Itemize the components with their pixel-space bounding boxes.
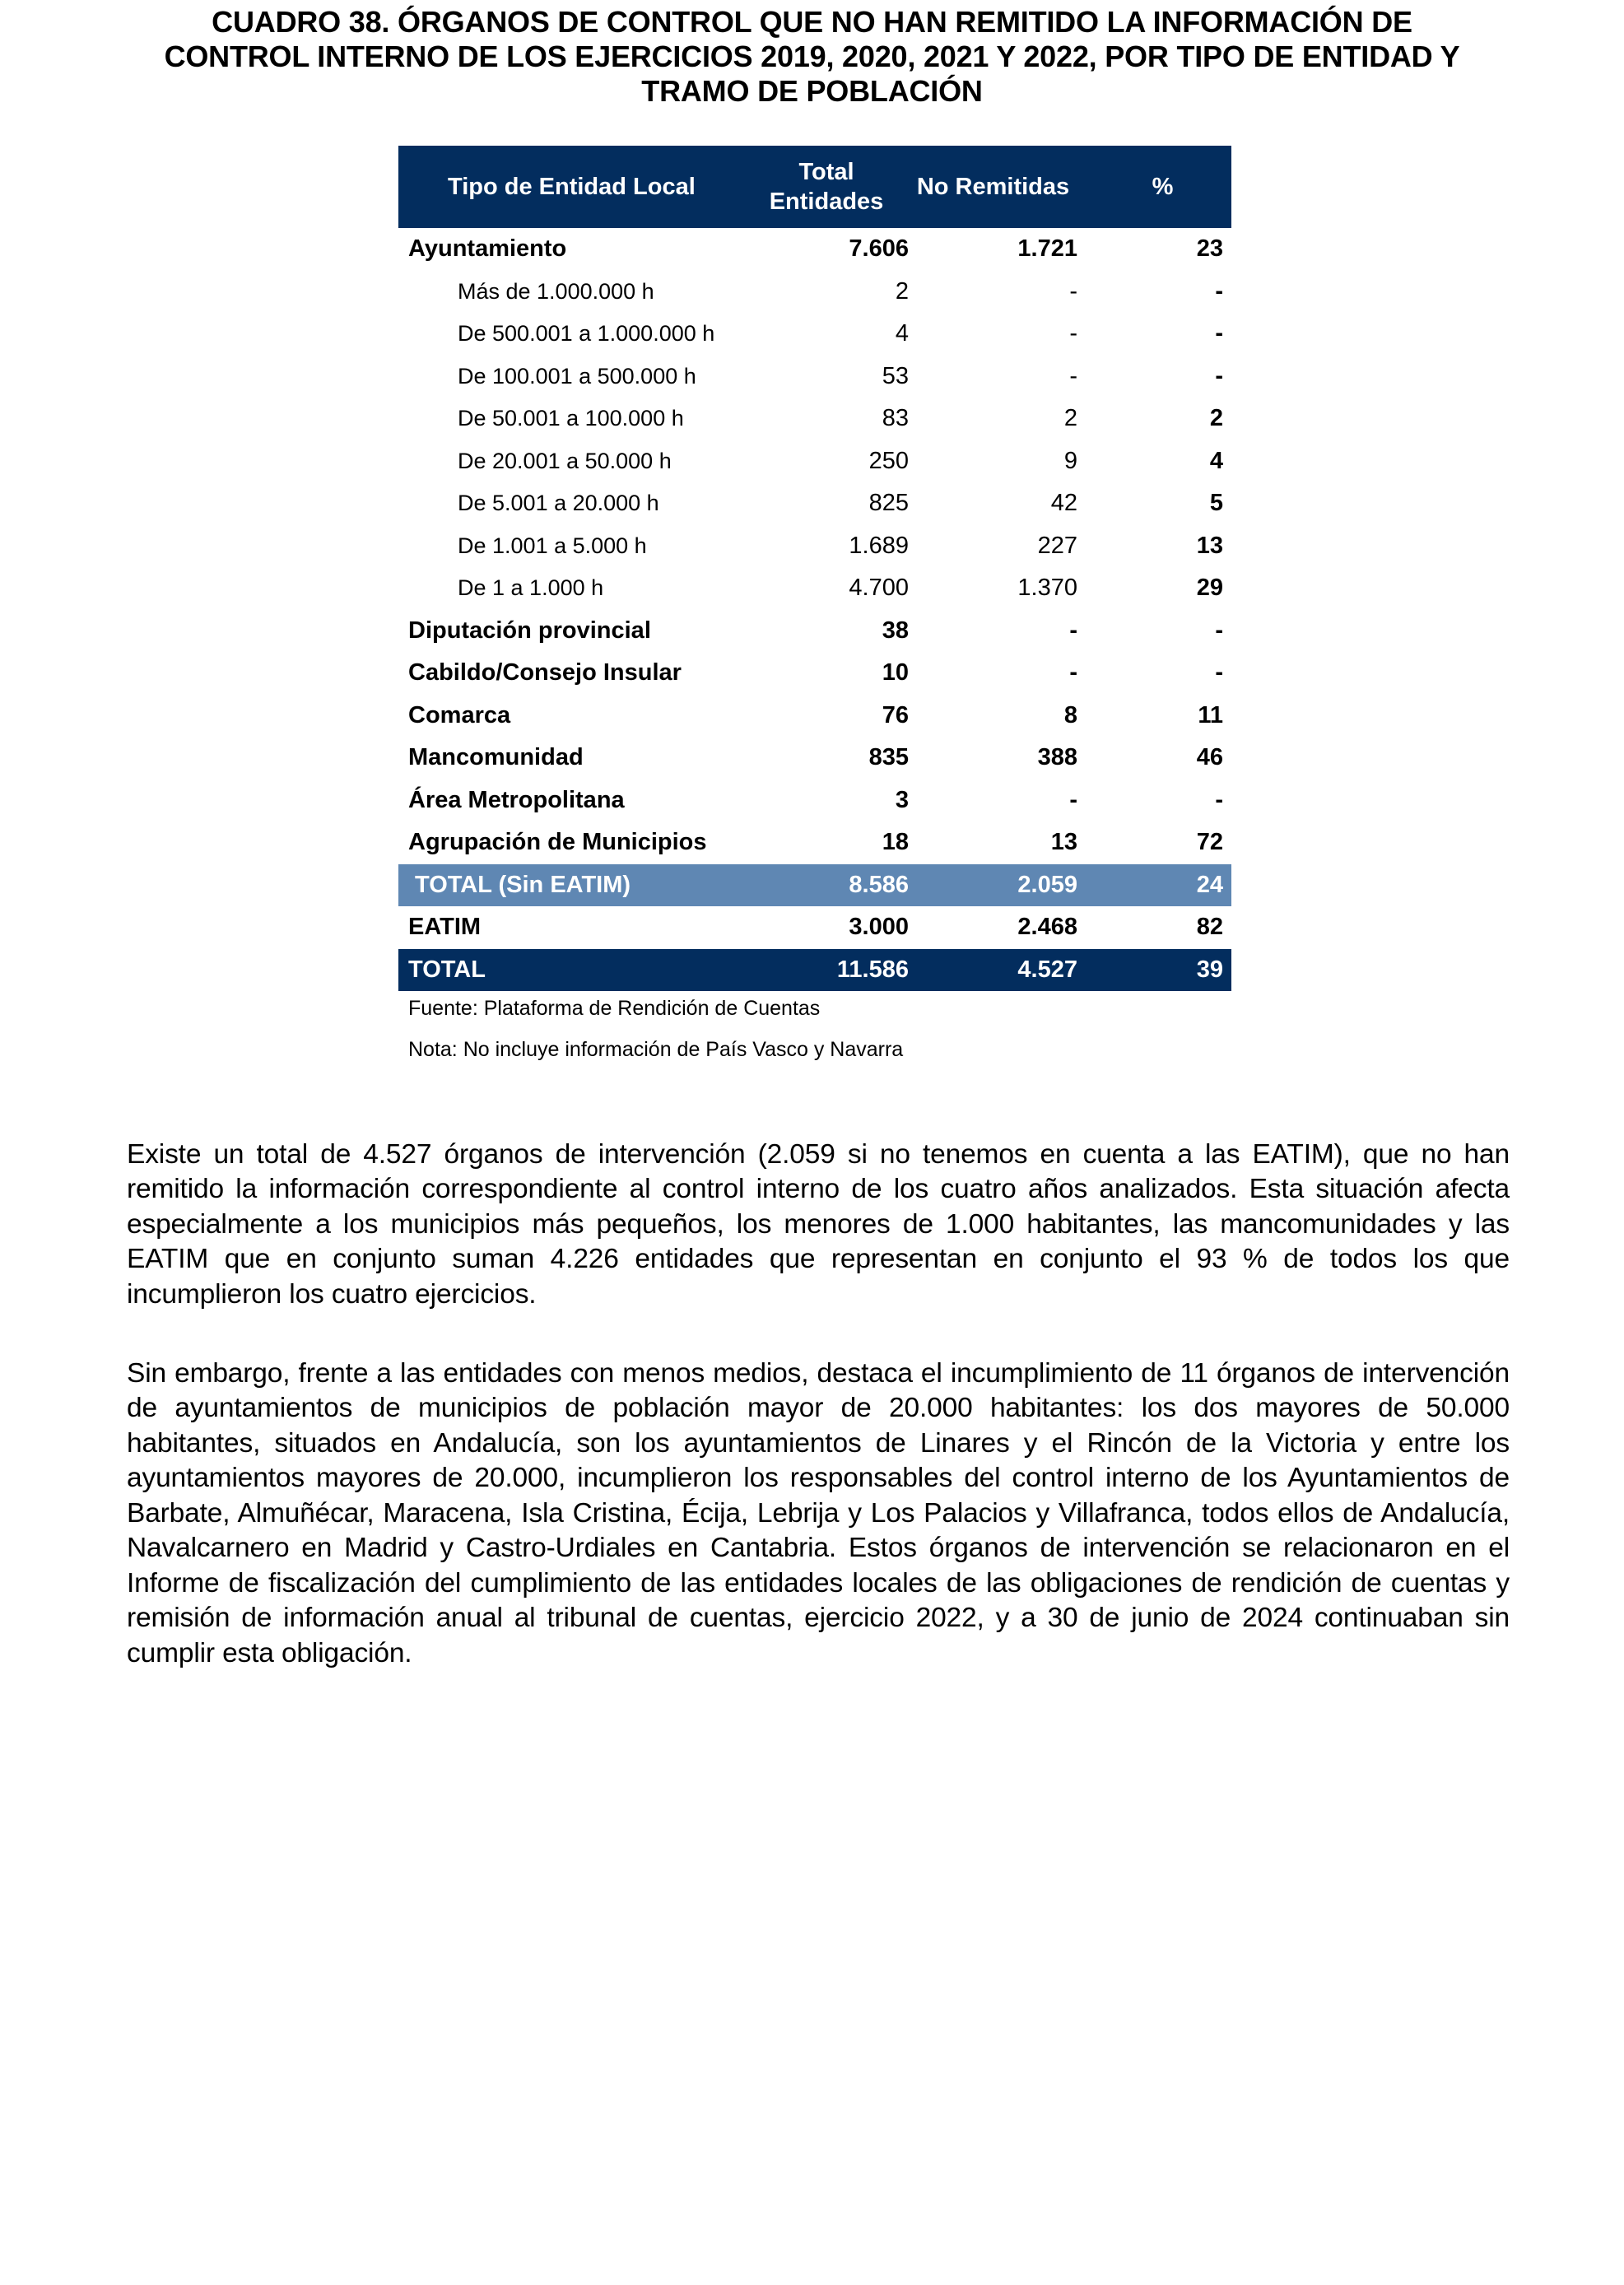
row-percent: 46 xyxy=(1196,744,1223,771)
row-label: De 500.001 a 1.000.000 h xyxy=(458,321,715,347)
table-title xyxy=(115,5,1509,109)
row-label: Mancomunidad xyxy=(408,744,584,771)
title-line: CUADRO 38. ÓRGANOS DE CONTROL QUE NO HAN REMITIDO LA INFORMACIÓN DE xyxy=(212,5,1412,39)
row-total-entidades: 835 xyxy=(868,744,909,771)
row-label: Más de 1.000.000 h xyxy=(458,278,654,304)
row-label: TOTAL (Sin EATIM) xyxy=(415,871,631,898)
row-label: Área Metropolitana xyxy=(408,786,625,813)
table-row xyxy=(398,440,1231,483)
row-no-remitidas: 9 xyxy=(1063,447,1077,474)
row-percent: 5 xyxy=(1209,490,1223,517)
row-total-entidades: 2 xyxy=(895,277,909,305)
row-percent: 23 xyxy=(1196,235,1223,263)
row-total-entidades: 825 xyxy=(868,490,909,517)
table-notes xyxy=(408,988,903,1070)
row-label: De 5.001 a 20.000 h xyxy=(458,491,659,516)
row-label: De 1 a 1.000 h xyxy=(458,575,604,601)
title-line: TRAMO DE POBLACIÓN xyxy=(641,74,983,108)
row-percent: 2 xyxy=(1209,405,1223,432)
row-no-remitidas: - xyxy=(1069,277,1077,305)
row-percent: - xyxy=(1215,786,1223,813)
row-percent: 29 xyxy=(1196,575,1223,602)
row-label: Comarca xyxy=(408,701,511,728)
row-no-remitidas: 4.527 xyxy=(1017,956,1077,983)
row-label: Diputación provincial xyxy=(408,617,651,644)
table-row xyxy=(398,780,1231,822)
table-row xyxy=(398,271,1231,314)
title-line: CONTROL INTERNO DE LOS EJERCICIOS 2019, 2020, 2021 Y 2022, POR TIPO DE ENTIDAD Y xyxy=(164,40,1460,73)
row-percent: 4 xyxy=(1209,447,1223,474)
row-total-entidades: 3.000 xyxy=(849,914,909,941)
header-total-entidades xyxy=(744,146,909,228)
header-total-line1: Total xyxy=(798,159,854,185)
row-percent: - xyxy=(1215,362,1223,389)
header-no-remitidas: No Remitidas xyxy=(916,174,1070,200)
row-label: Agrupación de Municipios xyxy=(408,829,707,856)
row-total-entidades: 4 xyxy=(895,320,909,347)
row-no-remitidas: - xyxy=(1069,659,1077,686)
table-row xyxy=(398,906,1231,949)
row-total-entidades: 4.700 xyxy=(849,575,909,602)
row-no-remitidas: - xyxy=(1069,320,1077,347)
row-percent: - xyxy=(1215,617,1223,644)
paragraph-summary: Existe un total de 4.527 órganos de intervención (2.059 si no tenemos en cuenta a las EATIM), que no han remitido la información correspondiente al control interno de los cuatro años analizados. Esta situación afecta especialmente a los municipios más pequeños, los menores de 1.000 habitantes, las mancomunidades y las EATIM que en conjunto suman 4.226 entidades que representan en conjunto el 93 % de todos los que incumplieron los cuatro ejercicios. xyxy=(127,1138,1510,1310)
row-no-remitidas: 227 xyxy=(1037,532,1077,559)
row-percent: 72 xyxy=(1196,829,1223,856)
row-total-entidades: 38 xyxy=(882,617,909,644)
row-no-remitidas: 1.370 xyxy=(1017,575,1077,602)
table-body xyxy=(398,228,1231,991)
header-tipo-entidad: Tipo de Entidad Local xyxy=(448,174,696,200)
row-percent: 82 xyxy=(1196,914,1223,941)
row-percent: 24 xyxy=(1196,871,1223,898)
table-row xyxy=(398,525,1231,568)
exclusion-note: Nota: No incluye información de País Vasco y Navarra xyxy=(408,1038,904,1061)
table-header-row xyxy=(398,146,1231,228)
paragraph-large-municipalities: Sin embargo, frente a las entidades con menos medios, destaca el incumplimiento de 11 órganos de intervención de ayuntamientos de municipios de población mayor de 20.000 habitantes: los dos mayores de 50.000 habitantes, situados en Andalucía, son los ayuntamientos de Linares y el Rincón de la Victoria y entre los ayuntamientos mayores de 20.000, incumplieron los responsables del control interno de los Ayuntamientos de Barbate, Almuñécar, Maracena, Isla Cristina, Écija, Lebrija y Los Palacios y Villafranca, todos ellos de Andalucía, Navalcarnero en Madrid y Castro-Urdiales en Cantabria. Estos órganos de intervención se relacionaron en el Informe de fiscalización del cumplimiento de las entidades locales de las obligaciones de rendición de cuentas y remisión de información anual al tribunal de cuentas, ejercicio 2022, y a 30 de junio de 2024 continuaban sin cumplir esta obligación. xyxy=(127,1357,1510,1668)
row-total-entidades: 7.606 xyxy=(849,235,909,263)
row-no-remitidas: - xyxy=(1069,617,1077,644)
table-row xyxy=(398,695,1231,738)
row-percent: 39 xyxy=(1196,956,1223,983)
row-no-remitidas: 13 xyxy=(1050,829,1077,856)
row-no-remitidas: 42 xyxy=(1050,490,1077,517)
row-total-entidades: 1.689 xyxy=(849,532,909,559)
row-label: TOTAL xyxy=(408,956,486,983)
table-row xyxy=(398,313,1231,356)
row-percent: - xyxy=(1215,277,1223,305)
row-percent: 13 xyxy=(1196,532,1223,559)
row-no-remitidas: - xyxy=(1069,786,1077,813)
entities-table xyxy=(398,146,1231,991)
table-row xyxy=(398,821,1231,864)
row-no-remitidas: 388 xyxy=(1037,744,1077,771)
row-total-entidades: 83 xyxy=(882,405,909,432)
row-percent: - xyxy=(1215,659,1223,686)
header-total-line2: Entidades xyxy=(769,188,884,215)
row-percent: 11 xyxy=(1198,701,1223,728)
table-row xyxy=(398,567,1231,610)
row-label: De 50.001 a 100.000 h xyxy=(458,406,684,431)
source-note: Fuente: Plataforma de Rendición de Cuentas xyxy=(408,997,821,1020)
table-row xyxy=(398,228,1231,271)
table-row xyxy=(398,737,1231,780)
row-label: Ayuntamiento xyxy=(408,235,567,263)
row-label: De 100.001 a 500.000 h xyxy=(458,363,696,389)
row-label: De 20.001 a 50.000 h xyxy=(458,448,672,473)
row-total-entidades: 76 xyxy=(882,701,909,728)
row-total-entidades: 18 xyxy=(882,829,909,856)
table-row xyxy=(398,482,1231,525)
table-row xyxy=(398,356,1231,398)
total-row xyxy=(398,949,1231,992)
table-row xyxy=(398,398,1231,440)
table-row xyxy=(398,610,1231,653)
row-total-entidades: 250 xyxy=(868,447,909,474)
row-no-remitidas: - xyxy=(1069,362,1077,389)
row-label: De 1.001 a 5.000 h xyxy=(458,533,647,558)
entities-table-container xyxy=(398,146,1231,991)
row-total-entidades: 8.586 xyxy=(849,871,909,898)
row-no-remitidas: 2.468 xyxy=(1017,914,1077,941)
row-label: EATIM xyxy=(408,914,482,941)
row-label: Cabildo/Consejo Insular xyxy=(408,659,682,686)
row-total-entidades: 3 xyxy=(895,786,909,813)
row-total-entidades: 53 xyxy=(882,362,909,389)
row-total-entidades: 10 xyxy=(882,659,909,686)
row-total-entidades: 11.586 xyxy=(836,956,909,983)
row-no-remitidas: 1.721 xyxy=(1017,235,1077,263)
subtotal-row xyxy=(398,864,1231,907)
row-no-remitidas: 2.059 xyxy=(1017,871,1077,898)
row-no-remitidas: 8 xyxy=(1063,701,1077,728)
row-percent: - xyxy=(1215,320,1223,347)
row-no-remitidas: 2 xyxy=(1063,405,1077,432)
header-percent: % xyxy=(1152,174,1174,200)
table-row xyxy=(398,652,1231,695)
